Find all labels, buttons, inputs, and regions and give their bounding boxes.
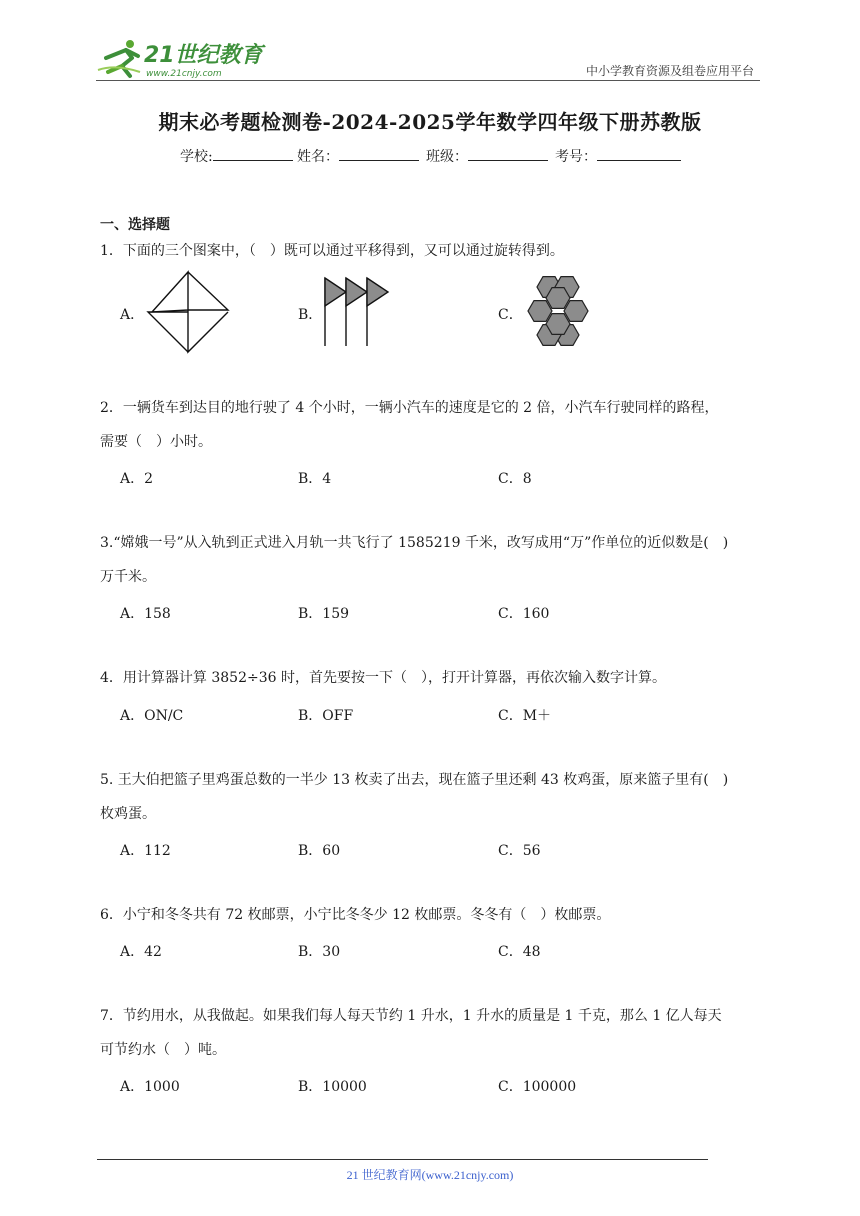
q4-option-c[interactable]: C．M＋ <box>498 708 552 724</box>
q4-option-b[interactable]: B．OFF <box>298 708 354 724</box>
svg-text:21世纪教育: 21世纪教育 <box>144 43 263 68</box>
question-4-text: 4．用计算器计算 3852÷36 时，首先要按一下（ ），打开计算器，再依次输入数字计算。 <box>100 670 666 686</box>
q3-option-b[interactable]: B．159 <box>298 606 350 622</box>
school-field[interactable] <box>180 146 293 166</box>
exam-number-blank[interactable] <box>597 146 681 161</box>
q6-option-b[interactable]: B．30 <box>298 944 341 960</box>
question-5-line1: 5. 王大伯把篮子里鸡蛋总数的一半少 13 枚卖了出去，现在篮子里还剩 43 枚鸡蛋，原来篮子里有( ) <box>100 772 729 788</box>
q4-option-a[interactable]: A．ON/C <box>120 708 184 724</box>
school-blank[interactable] <box>213 146 293 161</box>
name-blank[interactable] <box>339 146 419 161</box>
exam-number-field[interactable] <box>555 146 681 166</box>
site-logo <box>96 36 266 80</box>
question-3-line2: 万千米。 <box>100 569 156 585</box>
page-title: 期末必考题检测卷-2024-2025学年数学四年级下册苏教版 <box>158 110 702 134</box>
pinwheel-figure <box>146 270 232 358</box>
q3-option-a[interactable]: A．158 <box>120 606 171 622</box>
question-2-line1: 2．一辆货车到达目的地行驶了 4 个小时，一辆小汽车的速度是它的 2 倍，小汽车行驶同样的路程， <box>100 400 719 416</box>
q7-option-b[interactable]: B．10000 <box>298 1079 367 1095</box>
runner-icon <box>98 40 140 76</box>
q2-option-b[interactable]: B．4 <box>298 471 332 487</box>
footer-divider <box>97 1159 708 1160</box>
footer-link[interactable]: 21 世纪教育网(www.21cnjy.com) <box>346 1168 514 1182</box>
q6-option-a[interactable]: A．42 <box>120 944 162 960</box>
q6-option-c[interactable]: C．48 <box>498 944 541 960</box>
school-label: 学校: <box>180 149 213 165</box>
three-flags-figure <box>320 276 392 352</box>
platform-tagline: 中小学教育资源及组卷应用平台 <box>585 64 754 78</box>
q7-option-c[interactable]: C．100000 <box>498 1079 577 1095</box>
question-2-line2: 需要（ ）小时。 <box>100 434 212 450</box>
q5-option-a[interactable]: A．112 <box>120 843 171 859</box>
name-field[interactable] <box>297 146 419 166</box>
question-7-line2: 可节约水（ ）吨。 <box>100 1042 226 1058</box>
exam-number-label: 考号： <box>555 149 597 165</box>
name-label: 姓名： <box>297 149 339 165</box>
hexagon-ring-figure <box>522 274 596 352</box>
svg-text:www.21cnjy.com: www.21cnjy.com <box>146 69 222 79</box>
q7-option-a[interactable]: A．1000 <box>120 1079 180 1095</box>
header-divider <box>96 80 760 81</box>
class-field[interactable] <box>426 146 548 166</box>
q2-option-a[interactable]: A．2 <box>120 471 154 487</box>
q2-option-c[interactable]: C．8 <box>498 471 532 487</box>
q1-option-c[interactable]: C． <box>498 307 523 323</box>
question-5-line2: 枚鸡蛋。 <box>100 806 156 822</box>
q1-option-b[interactable]: B． <box>298 307 323 323</box>
question-6-text: 6．小宁和冬冬共有 72 枚邮票，小宁比冬冬少 12 枚邮票。冬冬有（ ）枚邮票。 <box>100 907 611 923</box>
q5-option-b[interactable]: B．60 <box>298 843 341 859</box>
question-7-line1: 7．节约用水，从我做起。如果我们每人每天节约 1 升水，1 升水的质量是 1 千克，那么 1 亿人每天 <box>100 1008 722 1024</box>
question-1-text: 1．下面的三个图案中，（ ）既可以通过平移得到，又可以通过旋转得到。 <box>100 243 564 259</box>
question-3-line1: 3.“嫦娥一号”从入轨到正式进入月轨一共飞行了 1585219 千米，改写成用“万”作单位的近似数是( ) <box>100 535 729 551</box>
class-label: 班级： <box>426 149 468 165</box>
q1-option-a[interactable]: A． <box>120 307 145 323</box>
section-heading: 一、选择题 <box>100 217 170 233</box>
class-blank[interactable] <box>468 146 548 161</box>
q5-option-c[interactable]: C．56 <box>498 843 541 859</box>
q3-option-c[interactable]: C．160 <box>498 606 550 622</box>
